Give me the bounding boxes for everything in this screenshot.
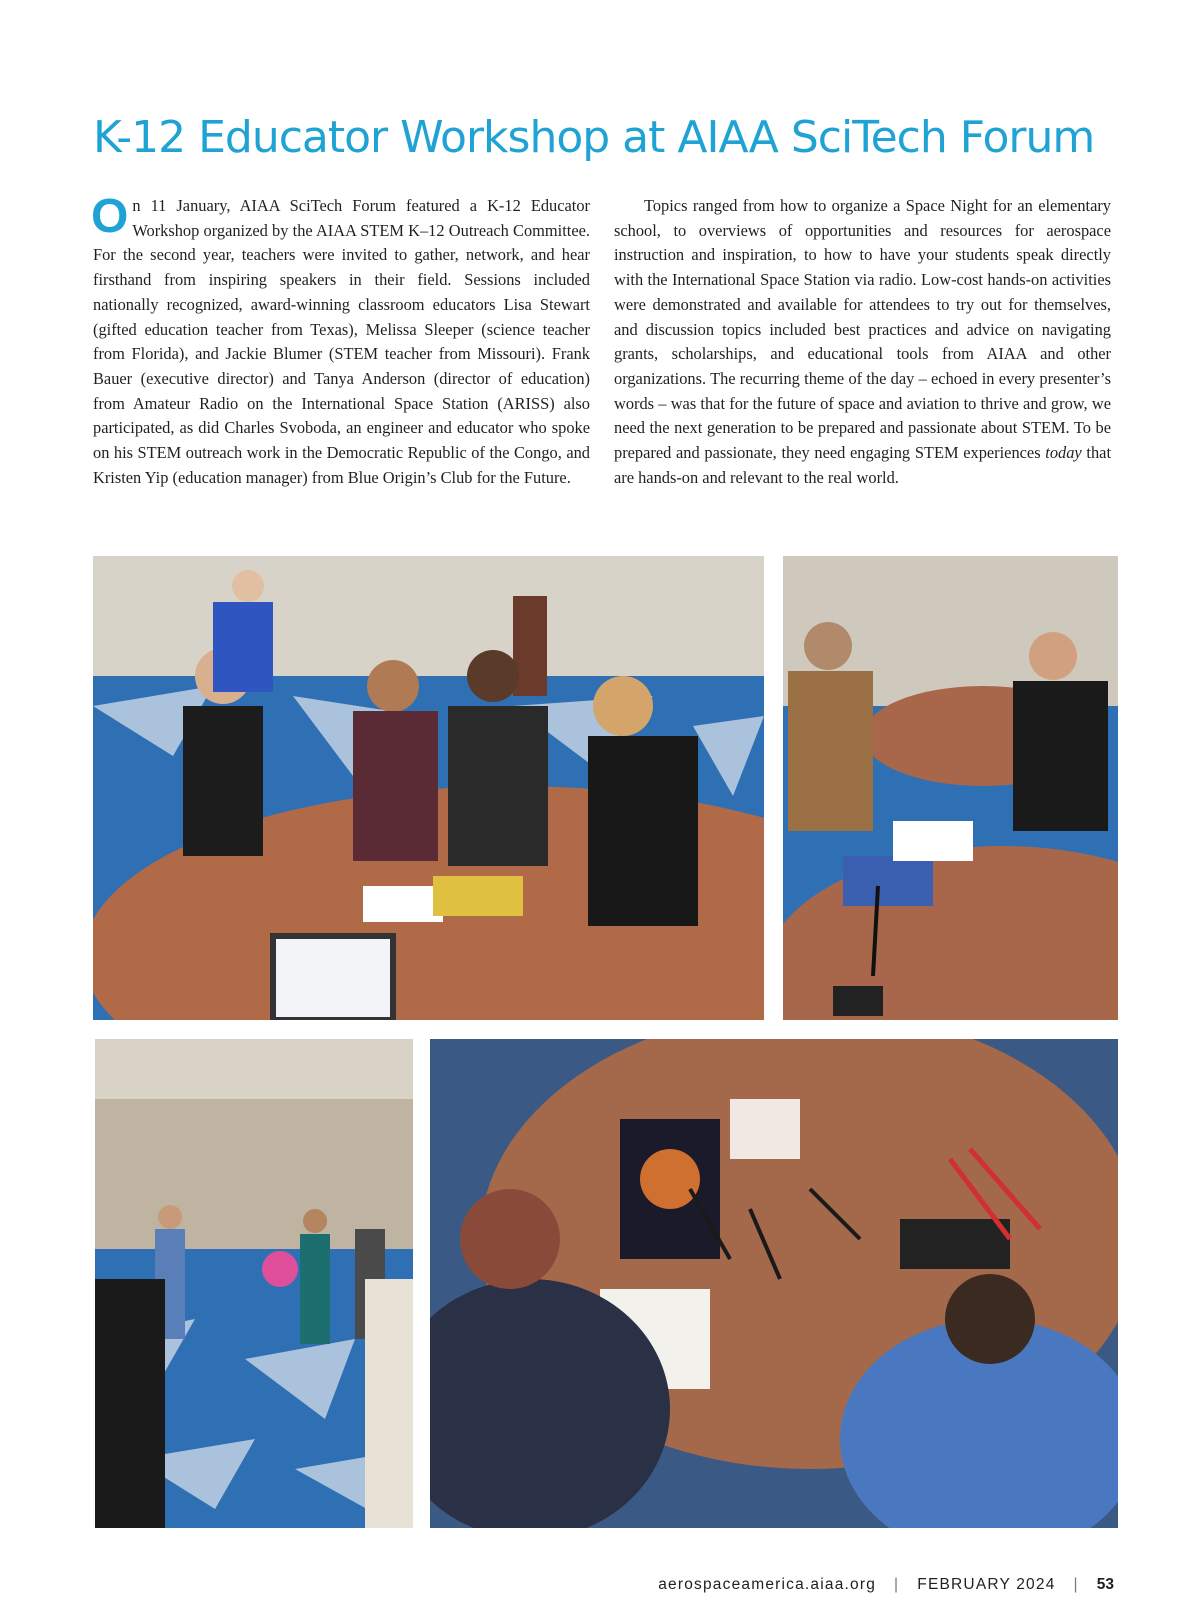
page-number: 53 (1096, 1576, 1114, 1593)
article-title: K-12 Educator Workshop at AIAA SciTech Forum (93, 112, 1095, 163)
article-paragraph-2 (614, 194, 1111, 490)
article-column-2 (614, 194, 1111, 490)
photo-educators-activity-table (93, 556, 764, 1020)
footer-issue: FEBRUARY 2024 (917, 1576, 1056, 1593)
drop-cap: O (91, 190, 129, 243)
photo-table-materials-overhead (430, 1039, 1118, 1528)
paragraph-2-text-a: Topics ranged from how to organize a Space Night for an elementary school, to overviews of opportunities and resources for aerospace instruction and inspiration, to how to have your students speak directly with the International Space Station via radio. Low-cost hands-on activities were demonstrated and available for attendees to try out for themselves, and discussion topics included best practices and advice on navigating grants, scholarships, and educational tools from AIAA and other organizations. The recurring theme of the day – echoed in every presenter’s words – was that for the future of space and aviation to thrive and grow, we need the next generation to be prepared and passionate about STEM. To be prepared and passionate, they need engaging STEM experiences (614, 196, 1111, 463)
paragraph-2-text-b: that are hands-on and relevant to the real world. (614, 443, 1111, 487)
page-footer (658, 1576, 1114, 1594)
photo-ballroom-group-activity (95, 1039, 413, 1528)
footer-site: aerospaceamerica.aiaa.org (658, 1576, 877, 1593)
photo-presenters-standing (783, 556, 1118, 1020)
footer-separator-1: | (894, 1576, 900, 1593)
article-paragraph-1 (91, 190, 590, 490)
paragraph-1-text: n 11 January, AIAA SciTech Forum featured a K-12 Educator Workshop organized by the AIAA STEM K–12 Outreach Committee. For the second year, teachers were invited to gather, network, and hear firsthand from inspiring speakers in their field. Sessions included nationally recognized, award-winning classroom educators Lisa Stewart (gifted education teacher from Texas), Melissa Sleeper (science teacher from Florida), and Jackie Blumer (STEM teacher from Missouri). Frank Bauer (executive director) and Tanya Anderson (director of education) from Amateur Radio on the International Space Station (ARISS) also participated, as did Charles Svoboda, an engineer and educator who spoke on his STEM outreach work in the Democratic Republic of the Congo, and Kristen Yip (education manager) from Blue Origin’s Club for the Future. (93, 196, 590, 487)
footer-separator-2: | (1073, 1576, 1079, 1593)
article-column-1 (91, 190, 590, 490)
paragraph-2-italic: today (1045, 443, 1082, 463)
